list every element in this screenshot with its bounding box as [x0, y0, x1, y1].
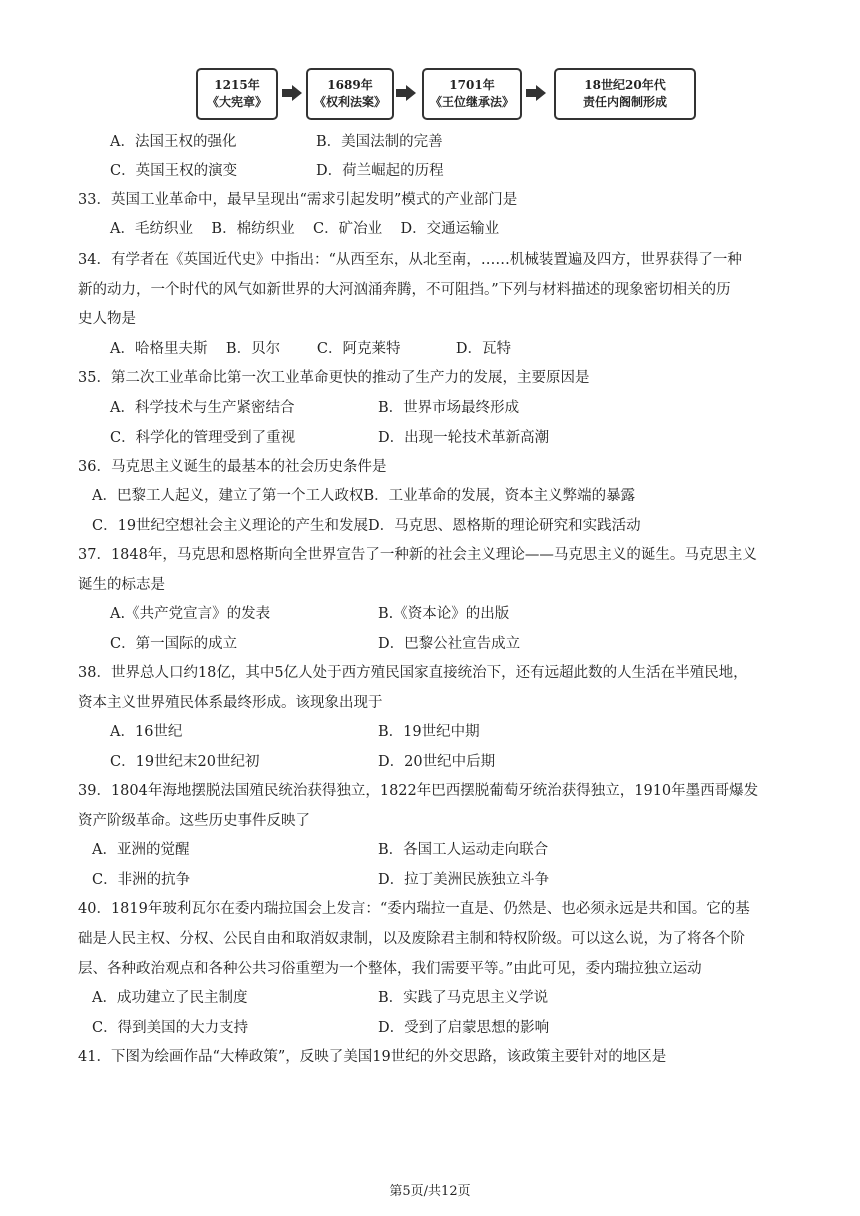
flow-box-1701 [422, 68, 522, 120]
flow-box-event: 责任内阁制形成 [582, 95, 667, 109]
q34-stem-line2: 新的动力，一个时代的风气如新世界的大河汹涌奔腾，不可阻挡。”下列与材料描述的现象密切相关的历 [78, 282, 731, 298]
flow-box-year: 1689年 [327, 78, 373, 92]
q37-stem-line1: 37．1848年，马克思和恩格斯向全世界宣告了一种新的社会主义理论——马克思主义的诞生。马克思主义 [78, 547, 757, 563]
q34-stem-line1: 34．有学者在《英国近代史》中指出：“从西至东，从北至南，……机械装置遍及四方，世界获得了一种 [78, 252, 742, 268]
flow-box-year: 1215年 [214, 78, 260, 92]
q32-option-c: C．英国王权的演变 [110, 163, 238, 179]
q38-option-d: D．20世纪中后期 [378, 754, 496, 770]
q39-stem-line1: 39．1804年海地摆脱法国殖民统治获得独立，1822年巴西摆脱葡萄牙统治获得独立，1910年墨西哥爆发 [78, 783, 759, 799]
q40-option-d: D．受到了启蒙思想的影响 [378, 1020, 550, 1036]
q36-stem: 36．马克思主义诞生的最基本的社会历史条件是 [78, 459, 387, 475]
flow-box-event: 《王位继承法》 [429, 95, 514, 109]
q40-option-c: C．得到美国的大力支持 [92, 1020, 249, 1036]
q34-options: A．哈格里夫斯 B．贝尔 C．阿克莱特 D．瓦特 [110, 341, 511, 357]
q37-option-b: B.《资本论》的出版 [378, 606, 510, 622]
q33-options: A．毛纺织业 B．棉纺织业 C．矿冶业 D．交通运输业 [110, 221, 500, 237]
flow-box-year: 18世纪20年代 [584, 78, 666, 92]
q40-stem-line1: 40．1819年玻利瓦尔在委内瑞拉国会上发言：“委内瑞拉一直是、仍然是、也必须永远是共和国。它的基 [78, 901, 750, 917]
q40-stem-line2: 础是人民主权、分权、公民自由和取消奴隶制，以及废除君主制和特权阶级。可以这么说，为了将各个阶 [78, 931, 745, 947]
q40-option-a: A．成功建立了民主制度 [92, 990, 248, 1006]
q38-option-c: C．19世纪末20世纪初 [110, 754, 260, 770]
q38-stem-line2: 资本主义世界殖民体系最终形成。该现象出现于 [78, 695, 383, 711]
q37-stem-line2: 诞生的标志是 [78, 577, 165, 593]
q35-option-c: C．科学化的管理受到了重视 [110, 430, 296, 446]
flow-diagram [196, 68, 696, 122]
q39-option-b: B．各国工人运动走向联合 [378, 842, 549, 858]
q32-option-d: D．荷兰崛起的历程 [316, 163, 444, 179]
q38-option-b: B．19世纪中期 [378, 724, 480, 740]
flow-box-cabinet [554, 68, 696, 120]
q40-stem-line3: 层、各种政治观点和各种公共习俗重塑为一个整体，我们需要平等。”由此可见，委内瑞拉独立运动 [78, 961, 702, 977]
q37-option-d: D．巴黎公社宣告成立 [378, 636, 521, 652]
q35-option-d: D．出现一轮技术革新高潮 [378, 430, 550, 446]
q36-options-line2: C．19世纪空想社会主义理论的产生和发展D．马克思、恩格斯的理论研究和实践活动 [92, 518, 641, 534]
flow-box-year: 1701年 [449, 78, 495, 92]
q35-option-a: A．科学技术与生产紧密结合 [110, 400, 295, 416]
q39-option-c: C．非洲的抗争 [92, 872, 191, 888]
q39-stem-line2: 资产阶级革命。这些历史事件反映了 [78, 813, 310, 829]
q38-option-a: A．16世纪 [110, 724, 183, 740]
flow-box-event: 《大宪章》 [206, 95, 267, 109]
page-footer: 第5页/共12页 [389, 1184, 471, 1199]
q40-option-b: B．实践了马克思主义学说 [378, 990, 549, 1006]
q32-option-b: B．美国法制的完善 [316, 134, 443, 150]
q35-option-b: B．世界市场最终形成 [378, 400, 520, 416]
flow-box-1215 [196, 68, 278, 120]
q33-stem: 33．英国工业革命中，最早呈现出“需求引起发明”模式的产业部门是 [78, 192, 518, 208]
q38-stem-line1: 38．世界总人口约18亿，其中5亿人处于西方殖民国家直接统治下，还有远超此数的人生活在半殖民地， [78, 665, 748, 681]
flow-box-event: 《权利法案》 [313, 95, 386, 109]
flow-box-1689 [306, 68, 394, 120]
q39-option-d: D．拉丁美洲民族独立斗争 [378, 872, 550, 888]
q34-stem-line3: 史人物是 [78, 311, 136, 327]
q36-options-line1: A．巴黎工人起义，建立了第一个工人政权B．工业革命的发展，资本主义弊端的暴露 [92, 488, 636, 504]
q35-stem: 35．第二次工业革命比第一次工业革命更快的推动了生产力的发展，主要原因是 [78, 370, 590, 386]
q37-option-a: A.《共产党宣言》的发表 [110, 606, 271, 622]
q37-option-c: C．第一国际的成立 [110, 636, 238, 652]
q41-stem: 41．下图为绘画作品“大棒政策”，反映了美国19世纪的外交思路，该政策主要针对的地区是 [78, 1049, 667, 1065]
q39-option-a: A．亚洲的觉醒 [92, 842, 190, 858]
q32-option-a: A．法国王权的强化 [110, 134, 237, 150]
